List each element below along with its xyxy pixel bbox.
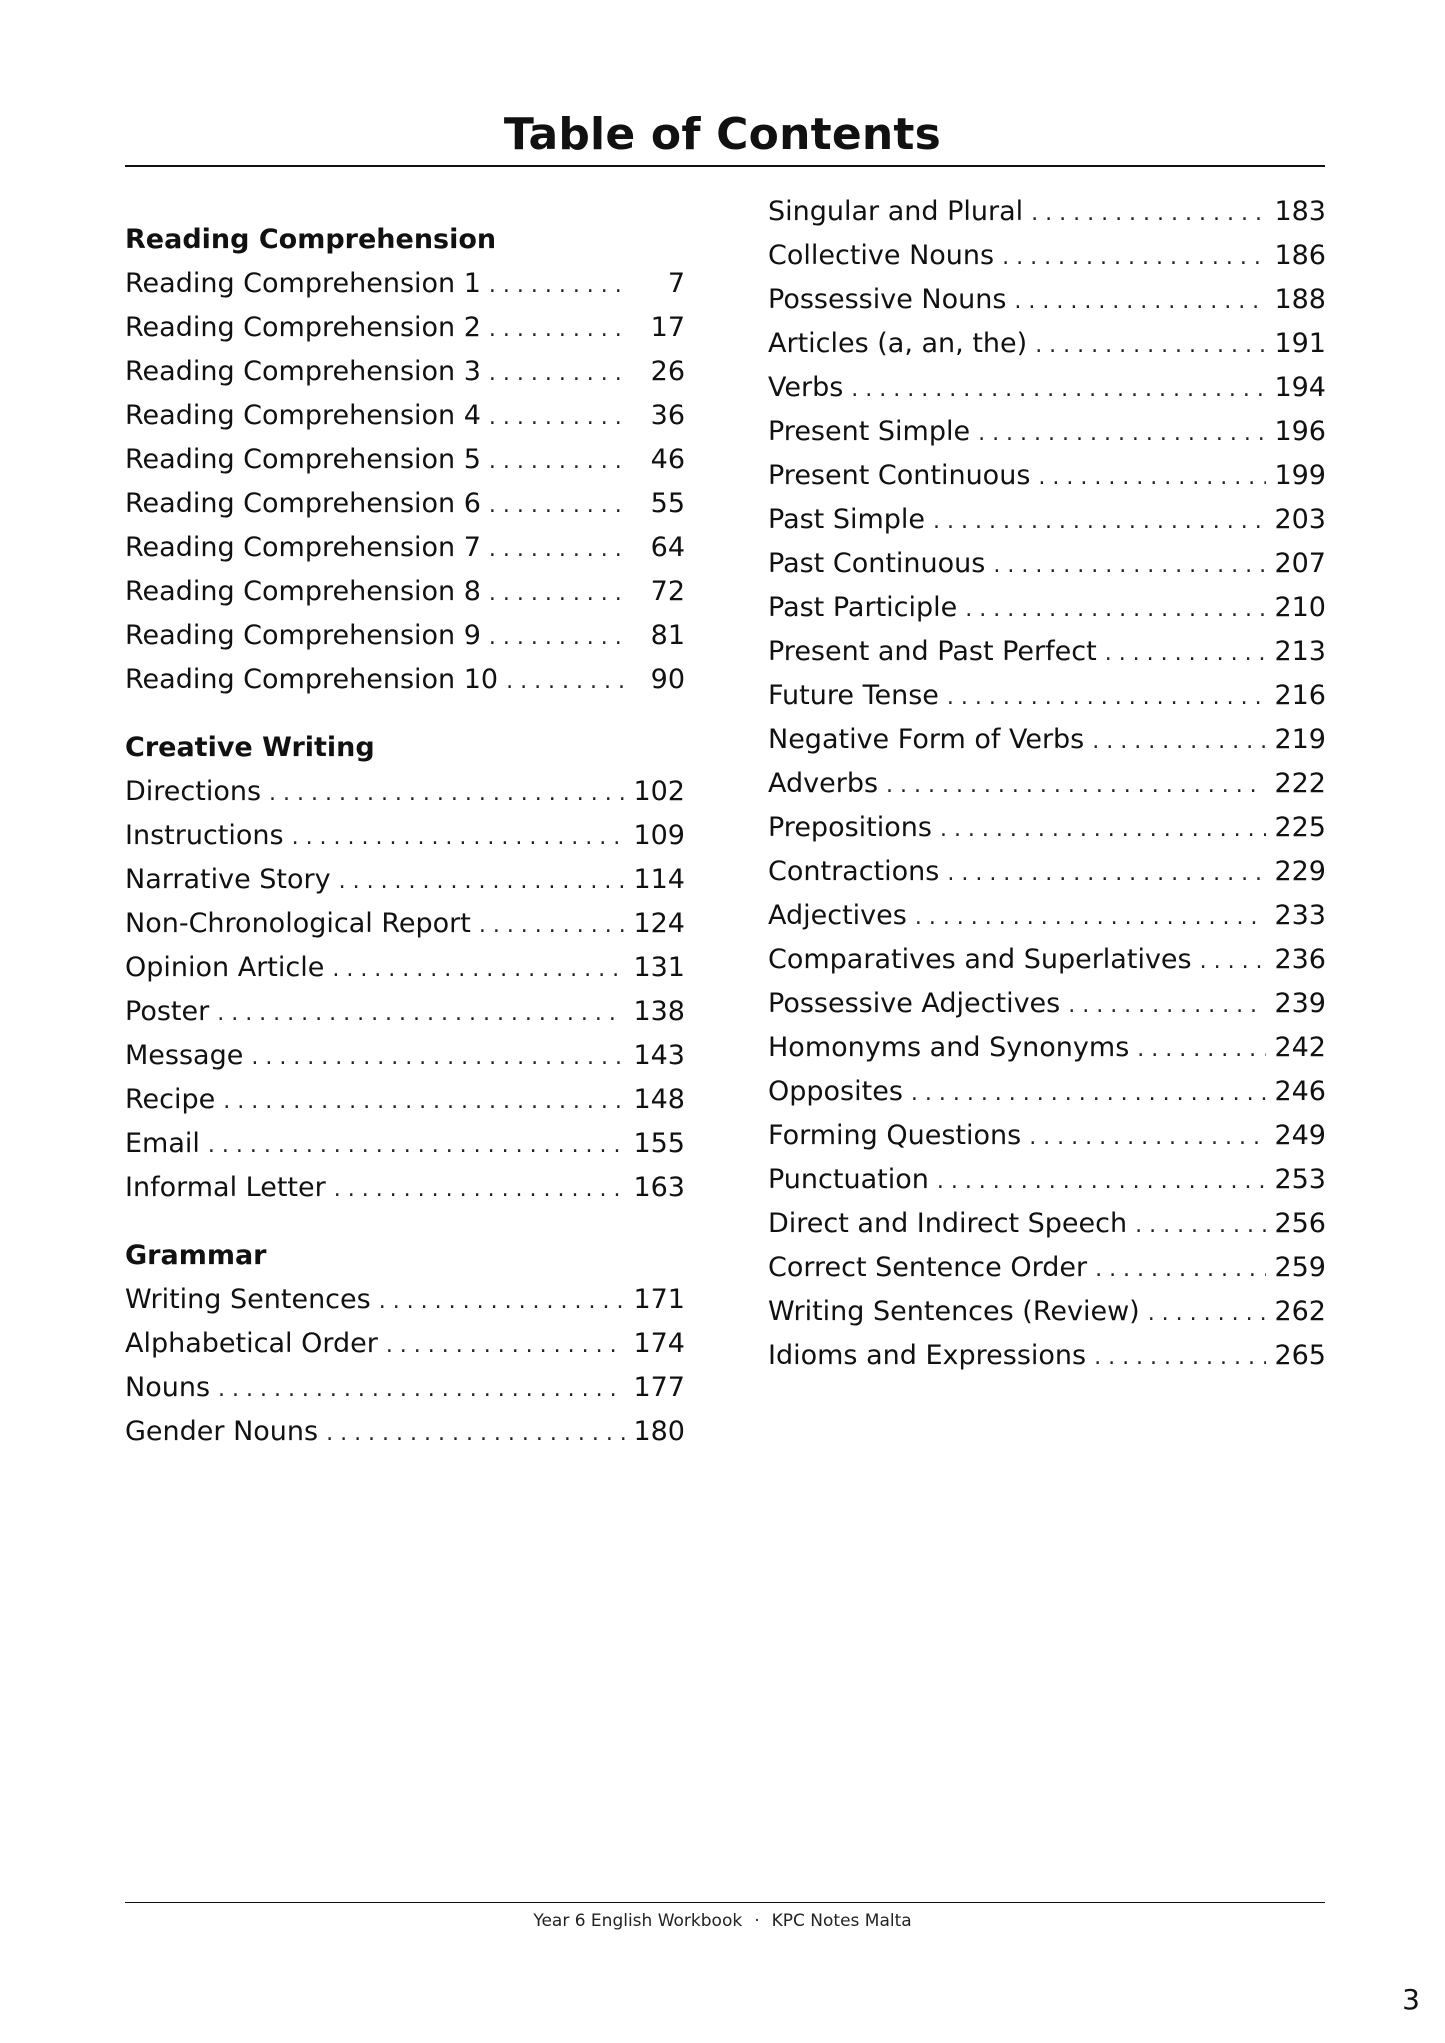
toc-entry-page-number: 177 bbox=[633, 1372, 685, 1403]
toc-entry-title: Gender Nouns bbox=[125, 1416, 319, 1447]
toc-entry-page-number: 242 bbox=[1274, 1032, 1326, 1063]
dot-leader bbox=[1068, 984, 1266, 1028]
dot-leader bbox=[292, 816, 626, 860]
dot-leader bbox=[489, 440, 629, 484]
toc-entry[interactable] bbox=[125, 1078, 685, 1122]
footer-divider bbox=[125, 1902, 1325, 1903]
dot-leader bbox=[332, 948, 625, 992]
toc-entry[interactable] bbox=[768, 938, 1326, 982]
title-divider bbox=[125, 165, 1325, 167]
dot-leader bbox=[933, 500, 1266, 544]
toc-section bbox=[125, 1234, 685, 1454]
toc-entry[interactable] bbox=[125, 770, 685, 814]
toc-entry-title: Present and Past Perfect bbox=[768, 636, 1097, 667]
toc-entry-title: Opinion Article bbox=[125, 952, 325, 983]
toc-entry-page-number: 7 bbox=[667, 268, 685, 299]
toc-entry[interactable] bbox=[125, 1366, 685, 1410]
toc-entry-page-number: 262 bbox=[1274, 1296, 1326, 1327]
toc-entry[interactable] bbox=[768, 410, 1326, 454]
toc-entry[interactable] bbox=[125, 1410, 685, 1454]
dot-leader bbox=[1135, 1204, 1266, 1248]
toc-entry-title: Reading Comprehension 10 bbox=[125, 664, 499, 695]
toc-entry-title: Reading Comprehension 4 bbox=[125, 400, 481, 431]
toc-entry[interactable] bbox=[125, 1034, 685, 1078]
toc-entry-page-number: 180 bbox=[633, 1416, 685, 1447]
toc-entry-title: Possessive Adjectives bbox=[768, 988, 1061, 1019]
toc-entry-page-number: 207 bbox=[1274, 548, 1326, 579]
dot-leader bbox=[1148, 1292, 1267, 1336]
dot-leader bbox=[1200, 940, 1267, 984]
toc-entry-page-number: 239 bbox=[1274, 988, 1326, 1019]
toc-entry-page-number: 233 bbox=[1274, 900, 1326, 931]
toc-entry-title: Reading Comprehension 7 bbox=[125, 532, 481, 563]
toc-entry-page-number: 191 bbox=[1274, 328, 1326, 359]
toc-entry-page-number: 114 bbox=[633, 864, 685, 895]
toc-entry-page-number: 183 bbox=[1274, 196, 1326, 227]
toc-entry-title: Present Continuous bbox=[768, 460, 1031, 491]
toc-entry[interactable] bbox=[125, 306, 685, 350]
dot-leader bbox=[1094, 1336, 1266, 1380]
footer bbox=[0, 1904, 1445, 1938]
toc-entry-page-number: 102 bbox=[633, 776, 685, 807]
toc-entry-title: Recipe bbox=[125, 1084, 216, 1115]
toc-entry-title: Forming Questions bbox=[768, 1120, 1022, 1151]
toc-entry-page-number: 26 bbox=[650, 356, 685, 387]
toc-entry[interactable] bbox=[125, 814, 685, 858]
toc-entry-page-number: 138 bbox=[633, 996, 685, 1027]
toc-entry-title: Reading Comprehension 1 bbox=[125, 268, 481, 299]
toc-entry-title: Reading Comprehension 2 bbox=[125, 312, 481, 343]
toc-entry-page-number: 174 bbox=[633, 1328, 685, 1359]
dot-leader bbox=[965, 588, 1266, 632]
toc-entry[interactable] bbox=[768, 586, 1326, 630]
toc-entry[interactable] bbox=[125, 658, 685, 702]
toc-left-column bbox=[125, 218, 685, 1454]
toc-entry[interactable] bbox=[768, 1158, 1326, 1202]
toc-entry-title: Future Tense bbox=[768, 680, 939, 711]
toc-entry-page-number: 131 bbox=[633, 952, 685, 983]
toc-entry-page-number: 186 bbox=[1274, 240, 1326, 271]
dot-leader bbox=[1038, 456, 1266, 500]
footer-separator: · bbox=[754, 1911, 760, 1931]
toc-entry-title: Instructions bbox=[125, 820, 284, 851]
toc-entry-page-number: 36 bbox=[650, 400, 685, 431]
toc-entry[interactable] bbox=[125, 350, 685, 394]
toc-entry-page-number: 109 bbox=[633, 820, 685, 851]
toc-entry-title: Message bbox=[125, 1040, 244, 1071]
toc-entry-title: Direct and Indirect Speech bbox=[768, 1208, 1128, 1239]
toc-entry-title: Non-Chronological Report bbox=[125, 908, 471, 939]
toc-entry[interactable] bbox=[125, 482, 685, 526]
toc-entry-page-number: 163 bbox=[633, 1172, 685, 1203]
toc-entry-title: Idioms and Expressions bbox=[768, 1340, 1087, 1371]
toc-entry-page-number: 148 bbox=[633, 1084, 685, 1115]
toc-entry-title: Singular and Plural bbox=[768, 196, 1024, 227]
toc-entry-page-number: 199 bbox=[1274, 460, 1326, 491]
toc-entry[interactable] bbox=[768, 894, 1326, 938]
toc-entry-title: Past Participle bbox=[768, 592, 958, 623]
toc-entry[interactable] bbox=[768, 542, 1326, 586]
dot-leader bbox=[1095, 1248, 1266, 1292]
toc-entry-title: Punctuation bbox=[768, 1164, 929, 1195]
toc-entry[interactable] bbox=[768, 1026, 1326, 1070]
toc-entry-title: Prepositions bbox=[768, 812, 932, 843]
toc-entry-page-number: 246 bbox=[1274, 1076, 1326, 1107]
toc-entry[interactable] bbox=[125, 946, 685, 990]
toc-entry[interactable] bbox=[768, 322, 1326, 366]
toc-entry-page-number: 17 bbox=[650, 312, 685, 343]
toc-entry[interactable] bbox=[768, 718, 1326, 762]
dot-leader bbox=[911, 1072, 1267, 1116]
toc-entry-title: Articles (a, an, the) bbox=[768, 328, 1028, 359]
toc-entry-page-number: 155 bbox=[633, 1128, 685, 1159]
toc-entry-page-number: 171 bbox=[633, 1284, 685, 1315]
toc-entry-page-number: 81 bbox=[650, 620, 685, 651]
toc-entry[interactable] bbox=[768, 762, 1326, 806]
dot-leader bbox=[1105, 632, 1267, 676]
toc-entry[interactable] bbox=[768, 190, 1326, 234]
dot-leader bbox=[489, 396, 629, 440]
toc-entry-title: Adjectives bbox=[768, 900, 907, 931]
toc-entry-title: Directions bbox=[125, 776, 262, 807]
toc-entry[interactable] bbox=[125, 858, 685, 902]
dot-leader bbox=[851, 368, 1266, 412]
toc-entry[interactable] bbox=[768, 982, 1326, 1026]
dot-leader bbox=[1002, 236, 1266, 280]
toc-entry-page-number: 90 bbox=[650, 664, 685, 695]
toc-entry[interactable] bbox=[768, 1114, 1326, 1158]
toc-entry-title: Present Simple bbox=[768, 416, 971, 447]
dot-leader bbox=[251, 1036, 625, 1080]
dot-leader bbox=[218, 1368, 625, 1412]
dot-leader bbox=[479, 904, 626, 948]
toc-entry[interactable] bbox=[125, 1322, 685, 1366]
toc-entry[interactable] bbox=[125, 262, 685, 306]
toc-entry[interactable] bbox=[768, 850, 1326, 894]
toc-entry-title: Reading Comprehension 5 bbox=[125, 444, 481, 475]
toc-entry-page-number: 64 bbox=[650, 532, 685, 563]
toc-entry[interactable] bbox=[125, 438, 685, 482]
toc-entry-page-number: 216 bbox=[1274, 680, 1326, 711]
toc-entry-page-number: 256 bbox=[1274, 1208, 1326, 1239]
toc-entry-title: Homonyms and Synonyms bbox=[768, 1032, 1130, 1063]
toc-entry[interactable] bbox=[125, 902, 685, 946]
toc-entry[interactable] bbox=[125, 1122, 685, 1166]
toc-entry-title: Negative Form of Verbs bbox=[768, 724, 1085, 755]
toc-entry-page-number: 143 bbox=[633, 1040, 685, 1071]
dot-leader bbox=[269, 772, 625, 816]
toc-entry-page-number: 249 bbox=[1274, 1120, 1326, 1151]
dot-leader bbox=[937, 1160, 1267, 1204]
toc-entry-page-number: 229 bbox=[1274, 856, 1326, 887]
footer-publisher: KPC Notes Malta bbox=[771, 1911, 912, 1931]
toc-entry-page-number: 213 bbox=[1274, 636, 1326, 667]
toc-entry-title: Reading Comprehension 9 bbox=[125, 620, 481, 651]
toc-entry[interactable] bbox=[768, 234, 1326, 278]
toc-entry[interactable] bbox=[768, 1246, 1326, 1290]
toc-entry[interactable] bbox=[125, 990, 685, 1034]
toc-entry-title: Opposites bbox=[768, 1076, 903, 1107]
toc-entry[interactable] bbox=[125, 394, 685, 438]
dot-leader bbox=[217, 992, 625, 1036]
dot-leader bbox=[1035, 324, 1266, 368]
toc-entry-page-number: 194 bbox=[1274, 372, 1326, 403]
toc-entry-title: Past Continuous bbox=[768, 548, 986, 579]
dot-leader bbox=[1137, 1028, 1266, 1072]
dot-leader bbox=[947, 852, 1266, 896]
toc-entry-title: Reading Comprehension 8 bbox=[125, 576, 481, 607]
toc-entry[interactable] bbox=[768, 806, 1326, 850]
dot-leader bbox=[993, 544, 1266, 588]
toc-entry-title: Narrative Story bbox=[125, 864, 331, 895]
toc-entry-title: Verbs bbox=[768, 372, 844, 403]
toc-entry-title: Contractions bbox=[768, 856, 940, 887]
dot-leader bbox=[489, 264, 629, 308]
dot-leader bbox=[489, 572, 629, 616]
toc-entry-title: Poster bbox=[125, 996, 210, 1027]
dot-leader bbox=[489, 484, 629, 528]
dot-leader bbox=[506, 660, 629, 704]
toc-entry-page-number: 236 bbox=[1274, 944, 1326, 975]
toc-entry-title: Past Simple bbox=[768, 504, 926, 535]
toc-entry[interactable] bbox=[768, 1202, 1326, 1246]
toc-entry-page-number: 253 bbox=[1274, 1164, 1326, 1195]
toc-entry-title: Informal Letter bbox=[125, 1172, 326, 1203]
toc-entry-title: Writing Sentences bbox=[125, 1284, 371, 1315]
dot-leader bbox=[339, 860, 626, 904]
toc-entry[interactable] bbox=[125, 1278, 685, 1322]
dot-leader bbox=[489, 528, 629, 572]
toc-entry-page-number: 72 bbox=[650, 576, 685, 607]
toc-entry-title: Comparatives and Superlatives bbox=[768, 944, 1192, 975]
toc-entry-page-number: 210 bbox=[1274, 592, 1326, 623]
dot-leader bbox=[1031, 192, 1266, 236]
toc-entry[interactable] bbox=[768, 630, 1326, 674]
dot-leader bbox=[489, 616, 629, 660]
toc-section bbox=[125, 218, 685, 702]
dot-leader bbox=[379, 1280, 626, 1324]
toc-entry-title: Writing Sentences (Review) bbox=[768, 1296, 1140, 1327]
toc-entry[interactable] bbox=[768, 674, 1326, 718]
dot-leader bbox=[947, 676, 1267, 720]
toc-entry-title: Reading Comprehension 3 bbox=[125, 356, 481, 387]
toc-entry[interactable] bbox=[768, 454, 1326, 498]
toc-entry-page-number: 265 bbox=[1274, 1340, 1326, 1371]
toc-entry[interactable] bbox=[125, 526, 685, 570]
toc-section bbox=[125, 726, 685, 1210]
page-title: Table of Contents bbox=[503, 109, 942, 161]
toc-entry-page-number: 46 bbox=[650, 444, 685, 475]
dot-leader bbox=[223, 1080, 625, 1124]
section-heading: Creative Writing bbox=[125, 732, 375, 763]
dot-leader bbox=[940, 808, 1267, 852]
section-heading: Reading Comprehension bbox=[125, 224, 497, 255]
toc-entry-title: Adverbs bbox=[768, 768, 879, 799]
toc-entry[interactable] bbox=[768, 1070, 1326, 1114]
section-heading: Grammar bbox=[125, 1240, 267, 1271]
toc-entry-title: Nouns bbox=[125, 1372, 211, 1403]
dot-leader bbox=[334, 1168, 626, 1212]
toc-entry[interactable] bbox=[768, 1334, 1326, 1378]
footer-book-title: Year 6 English Workbook bbox=[533, 1911, 743, 1931]
dot-leader bbox=[326, 1412, 625, 1456]
toc-entry-page-number: 219 bbox=[1274, 724, 1326, 755]
dot-leader bbox=[386, 1324, 626, 1368]
toc-entry[interactable] bbox=[768, 366, 1326, 410]
toc-entry-page-number: 188 bbox=[1274, 284, 1326, 315]
toc-entry-page-number: 203 bbox=[1274, 504, 1326, 535]
toc-right-column bbox=[768, 190, 1326, 1378]
dot-leader bbox=[915, 896, 1267, 940]
dot-leader bbox=[208, 1124, 626, 1168]
toc-entry-title: Email bbox=[125, 1128, 200, 1159]
toc-entry-title: Correct Sentence Order bbox=[768, 1252, 1088, 1283]
toc-entry[interactable] bbox=[768, 278, 1326, 322]
toc-entry-title: Possessive Nouns bbox=[768, 284, 1007, 315]
toc-entry-page-number: 222 bbox=[1274, 768, 1326, 799]
dot-leader bbox=[1029, 1116, 1266, 1160]
toc-entry-title: Collective Nouns bbox=[768, 240, 995, 271]
toc-entry-title: Alphabetical Order bbox=[125, 1328, 378, 1359]
toc-entry-title: Reading Comprehension 6 bbox=[125, 488, 481, 519]
dot-leader bbox=[489, 352, 629, 396]
toc-entry[interactable] bbox=[125, 570, 685, 614]
toc-entry-page-number: 225 bbox=[1274, 812, 1326, 843]
toc-entry-page-number: 55 bbox=[650, 488, 685, 519]
toc-entry[interactable] bbox=[125, 1166, 685, 1210]
toc-entry[interactable] bbox=[768, 1290, 1326, 1334]
toc-entry-page-number: 124 bbox=[633, 908, 685, 939]
page-number: 3 bbox=[1402, 1983, 1420, 2016]
toc-entry-page-number: 259 bbox=[1274, 1252, 1326, 1283]
dot-leader bbox=[1014, 280, 1266, 324]
dot-leader bbox=[886, 764, 1266, 808]
toc-entry[interactable] bbox=[125, 614, 685, 658]
toc-entry[interactable] bbox=[768, 498, 1326, 542]
dot-leader bbox=[1092, 720, 1266, 764]
toc-entry-page-number: 196 bbox=[1274, 416, 1326, 447]
dot-leader bbox=[489, 308, 629, 352]
dot-leader bbox=[978, 412, 1266, 456]
